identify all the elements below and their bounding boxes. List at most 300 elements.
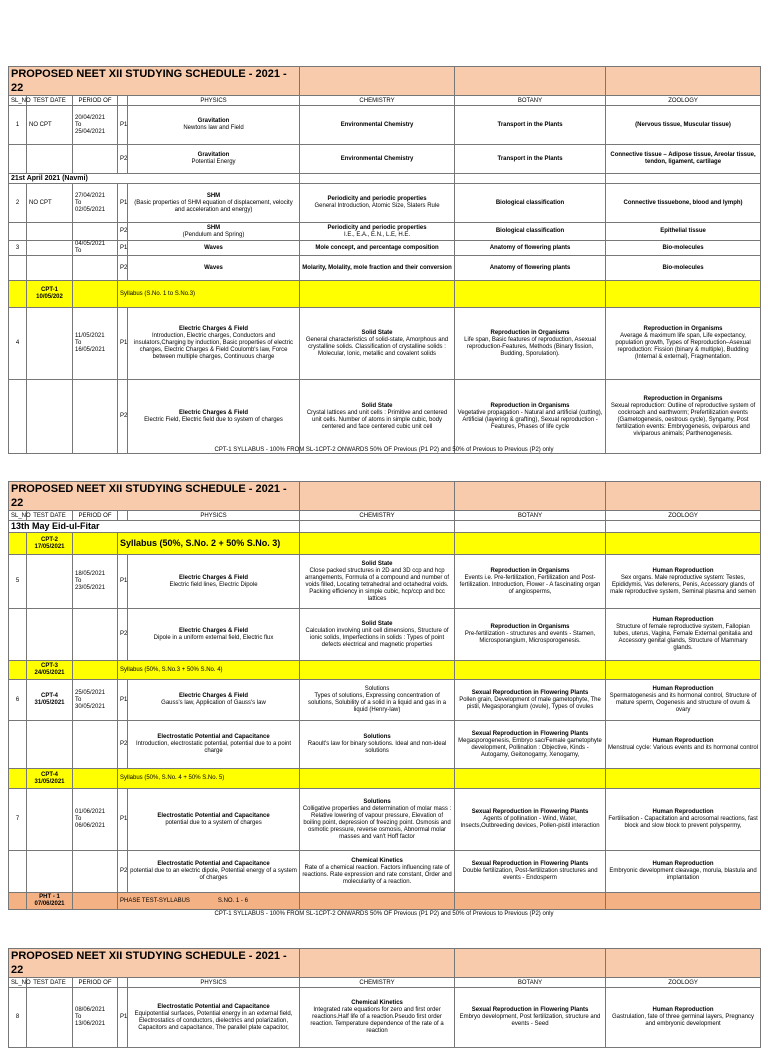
- botany-cell: Transport in the Plants: [455, 145, 606, 174]
- header-physics: PHYSICS: [128, 978, 300, 988]
- title-row: [9, 67, 761, 96]
- physics-cell: [128, 988, 300, 1048]
- topic-detail: General Introduction, Atomic Size, Slaters Rule: [314, 203, 440, 209]
- topic-title: Periodicity and periodic properties: [327, 224, 427, 231]
- topic-detail: Newtons law and Field: [183, 125, 244, 131]
- zoology-cell: Connective tissue – Adipose tissue, Areolar tissue, tendon, ligament, cartilage: [606, 145, 761, 174]
- chemistry-cell: [300, 223, 455, 241]
- empty-cell: [606, 893, 761, 910]
- syllabus-label: Syllabus (50%, S.No. 2 + 50% S.No. 3): [118, 533, 300, 555]
- sl-cell: 4: [9, 308, 27, 380]
- part-cell: P1: [118, 241, 128, 256]
- footnote: CPT-1 SYLLABUS - 100% FROM SL-1CPT-2 ONWARDS 50% OF Previous (P1 P2) and 50% of Previous to Previous (P2) only: [214, 911, 554, 917]
- test-row: [9, 281, 761, 308]
- title-cell: [300, 949, 455, 978]
- sl-cell: 7: [9, 789, 27, 851]
- topic-title: Sexual Reproduction in Flowering Plants: [471, 861, 589, 867]
- topic-detail: Double fertilization, Post-fertilization structures and events - Endosperm: [462, 868, 598, 881]
- topic-detail: Vegetative propagation - Natural and artificial (cutting), Artificial (layering & grafting), Sexual reproduction - Features, Phases of life cycle: [457, 409, 603, 430]
- botany-cell: [455, 721, 606, 769]
- botany-cell: [455, 308, 606, 380]
- empty-cell: [27, 851, 73, 893]
- header-row: [9, 511, 761, 521]
- zoology-cell: [606, 680, 761, 721]
- botany-cell: [455, 555, 606, 609]
- topic-detail: Electric Field, Electric field due to system of charges: [144, 416, 283, 423]
- botany-cell: Biological classification: [455, 223, 606, 241]
- table-row: [9, 555, 761, 609]
- zoology-cell: [606, 609, 761, 661]
- test-cell: PHT - 1 07/06/2021: [27, 893, 73, 910]
- botany-cell: [455, 680, 606, 721]
- topic-detail: Equipotential surfaces, Potential energy in an external field, Electrostatics of conductors, dielectrics and polarization, Capacitors and capacitance, The parallel plate capacitor,: [134, 1010, 293, 1031]
- part-cell: P1: [118, 988, 128, 1048]
- empty-cell: [9, 609, 27, 661]
- empty-cell: [606, 281, 761, 308]
- title-cell: [606, 949, 761, 978]
- empty-cell: [27, 256, 73, 281]
- test-row: [9, 661, 761, 680]
- topic-title: Human Reproduction: [652, 861, 714, 867]
- part-cell: P2: [118, 256, 128, 281]
- topic-detail: Gauss's law, Application of Gauss's law: [161, 700, 266, 706]
- empty-cell: [300, 533, 455, 555]
- header-sl: SL_NO: [9, 978, 27, 988]
- header-row: [9, 96, 761, 106]
- empty-cell: [27, 241, 73, 256]
- topic-title: Electric Charges & Field: [179, 693, 249, 699]
- empty-cell: [27, 308, 73, 380]
- topic-detail: Calculation involving unit cell dimensions, Structure of ionic solids, Imperfections in solids : Types of point defects electrical and magnetic properties: [305, 627, 449, 648]
- period-cell: 20/04/2021 To 25/04/2021: [73, 106, 118, 145]
- zoology-cell: Bio-molecules: [606, 256, 761, 281]
- topic-title: Reproduction in Organisms: [643, 395, 723, 402]
- topic-detail: Life span, Basic features of reproduction, Asexual reproduction-Features, Methods (Binary fission, Budding, Sporulation).: [464, 336, 596, 357]
- sl-cell: 8: [9, 988, 27, 1048]
- topic-title: Electric Charges & Field: [179, 627, 249, 634]
- schedule-table-3: [8, 948, 761, 1048]
- header-physics: PHYSICS: [128, 96, 300, 106]
- page-title: PROPOSED NEET XII STUDYING SCHEDULE - 2021 - 22: [9, 67, 300, 96]
- chemistry-cell: [300, 680, 455, 721]
- part-cell: P1: [118, 184, 128, 223]
- empty-cell: [9, 661, 27, 680]
- empty-cell: [300, 893, 455, 910]
- topic-detail: potential due to an electric dipole, Potential energy of a system of charges: [130, 868, 297, 881]
- schedule-table-2: [8, 481, 761, 910]
- header-row: [9, 978, 761, 988]
- holiday-label: 21st April 2021 (Navmi): [9, 174, 300, 184]
- topic-title: SHM: [206, 192, 221, 199]
- topic-detail: Introduction, Electric charges, Conductors and insulators,Charging by induction, Basic properties of electric charges, Electric Charges & Field Coulomb's law, Force between multiple charges, Continuous charge: [133, 333, 294, 360]
- topic-title: Gravitation: [197, 118, 230, 124]
- period-cell: 11/05/2021 To 16/05/2021: [73, 308, 118, 380]
- holiday-row: [9, 174, 761, 184]
- header-zoology: ZOOLOGY: [606, 511, 761, 521]
- empty-cell: [300, 661, 455, 680]
- test-cell: CPT-2 17/05/2021: [27, 533, 73, 555]
- physics-cell: [128, 851, 300, 893]
- zoology-cell: [606, 308, 761, 380]
- zoology-cell: [606, 789, 761, 851]
- topic-detail: Agents of pollination - Wind, Water, Insects,Outbreeding devices, Pollen-pistil interaction: [460, 816, 600, 829]
- topic-detail: Fertilisation - Capacitation and acrosomal reactions, fast block and slow block to prevent polyspermy,: [608, 816, 758, 829]
- test-cell: CPT-4 31/05/2021: [27, 769, 73, 789]
- header-p: [118, 978, 128, 988]
- period-cell: 27/04/2021 To 02/05/2021: [73, 184, 118, 223]
- part-cell: P2: [118, 380, 128, 454]
- title-cell: [606, 482, 761, 511]
- topic-title: Chemical Kinetics: [351, 1000, 403, 1006]
- empty-cell: [606, 661, 761, 680]
- physics-cell: [128, 680, 300, 721]
- header-sl: SL_NO: [9, 511, 27, 521]
- topic-detail: Dipole in a uniform external field, Electric flux: [153, 634, 274, 641]
- empty-cell: [27, 789, 73, 851]
- physics-cell: [128, 145, 300, 174]
- header-p: [118, 511, 128, 521]
- topic-detail: Menstrual cycle: Various events and its hormonal control: [608, 744, 759, 751]
- empty-cell: [9, 281, 27, 308]
- physics-cell: [128, 555, 300, 609]
- header-test-date: TEST DATE: [27, 96, 73, 106]
- chemistry-cell: [300, 308, 455, 380]
- table-row: [9, 680, 761, 721]
- zoology-cell: [606, 555, 761, 609]
- topic-detail: Colligative properties and determination of molar mass : Relative lowering of vapour pressure, Elevation of boiling point, depression of freezing point. Osmosis and osmotic pressure, reverse osmosis, Abnormal molar masses and van't Hoff factor: [302, 805, 452, 840]
- topic-title: Human Reproduction: [652, 809, 714, 815]
- syllabus-label: Syllabus (S.No. 1 to S.No.3): [118, 281, 300, 308]
- header-physics: PHYSICS: [128, 511, 300, 521]
- physics-cell: [128, 380, 300, 454]
- topic-title: Sexual Reproduction in Flowering Plants: [471, 689, 589, 696]
- chemistry-cell: [300, 555, 455, 609]
- header-period: PERIOD OF: [73, 511, 118, 521]
- test-row: [9, 533, 761, 555]
- empty-cell: [9, 769, 27, 789]
- physics-cell: [128, 106, 300, 145]
- topic-title: Electrostatic Potential and Capacitance: [157, 1003, 270, 1010]
- header-period: PERIOD OF: [73, 96, 118, 106]
- table-row: [9, 609, 761, 661]
- topic-detail: Integrated rate equations for zero and first order reactions.Half life of a reaction.Pseudo first order reaction. Temperature dependence of the rate of a reaction: [310, 1007, 444, 1034]
- topic-title: Electric Charges & Field: [179, 409, 249, 416]
- header-zoology: ZOOLOGY: [606, 96, 761, 106]
- empty-cell: [27, 988, 73, 1048]
- part-cell: P1: [118, 308, 128, 380]
- part-cell: P1: [118, 680, 128, 721]
- topic-detail: Embryo development, Post fertilization, structure and events - Seed: [459, 1014, 601, 1027]
- header-botany: BOTANY: [455, 978, 606, 988]
- empty-cell: [300, 521, 455, 533]
- empty-cell: [455, 281, 606, 308]
- empty-cell: [27, 609, 73, 661]
- title-cell: [300, 482, 455, 511]
- test-cell: CPT-3 24/05/2021: [27, 661, 73, 680]
- table-row: [9, 988, 761, 1048]
- chemistry-cell: [300, 609, 455, 661]
- syllabus-cell: [118, 893, 300, 910]
- title-cell: [300, 67, 455, 96]
- test-cell: CPT-4 31/05/2021: [27, 680, 73, 721]
- topic-detail: Spermatogenesis and its hormonal control, Structure of mature sperm, Oogenesis and structure of ovum & ovary: [609, 693, 757, 713]
- sl-cell: 3: [9, 241, 27, 256]
- chemistry-cell: [300, 184, 455, 223]
- period-cell: 18/05/2021 To 23/05/2021: [73, 555, 118, 609]
- title-row: [9, 482, 761, 511]
- topic-detail: Crystal lattices and unit cells : Primitive and centered unit cells. Number of atoms in simple cubic, body centered and face centered cubic unit cell: [306, 409, 448, 430]
- topic-detail: Introduction, electrostatic potential, potential due to a point charge: [135, 741, 292, 754]
- topic-title: SHM: [206, 224, 221, 231]
- empty-cell: [9, 223, 27, 241]
- topic-title: Reproduction in Organisms: [643, 326, 723, 332]
- topic-title: Human Reproduction: [652, 617, 714, 623]
- empty-cell: [73, 281, 118, 308]
- topic-detail: (Pendulum and Spring): [182, 231, 245, 238]
- empty-cell: [9, 893, 27, 910]
- topic-detail: Megasporogenesis, Embryo sac/Female gametophyte development, Pollination : Objective, Kinds - Autogamy, Geitonogamy, Xenogamy,: [458, 737, 602, 758]
- topic-detail: Potential Energy: [191, 159, 236, 165]
- empty-cell: [27, 721, 73, 769]
- header-chemistry: CHEMISTRY: [300, 978, 455, 988]
- topic-detail: Pollen grain, Development of male gametophyte, The pistil, Megasporangium (ovule), Types of ovules: [459, 696, 601, 710]
- topic-title: Solid State: [361, 329, 393, 336]
- topic-detail: Types of solutions, Expressing concentration of solutions, Solubility of a solid in a liquid and gas in a liquid (Henry-law): [307, 693, 447, 713]
- physics-cell: [128, 308, 300, 380]
- botany-cell: [455, 380, 606, 454]
- topic-title: Reproduction in Organisms: [490, 329, 570, 336]
- topic-title: Solutions: [364, 686, 390, 692]
- empty-cell: [27, 145, 73, 174]
- topic-title: Electrostatic Potential and Capacitance: [157, 734, 270, 740]
- topic-detail: General characteristics of solid-state, Amorphous and crystalline solids. Classification of crystalline solids : Molecular, Ionic, metallic and covalent solids: [305, 336, 449, 357]
- table-row: [9, 721, 761, 769]
- header-sl: SL_NO: [9, 96, 27, 106]
- test-cell: CPT-1 10/05/202: [27, 281, 73, 308]
- topic-title: Reproduction in Organisms: [490, 624, 570, 630]
- empty-cell: [455, 661, 606, 680]
- schedule-section-1: [8, 66, 760, 454]
- topic-detail: Events i.e. Pre-fertilization, Fertilization and Post-fertilization. Introduction, Flower - A fascinating organ of angiosperms,: [459, 574, 601, 595]
- topic-detail: Sexual reproduction: Outline of reproductive system of cockroach and earthworm; Prefertilization events (Gametogenesis, oestrous cycle), Syngamy, Post fertilization events: Embryogenesis, oviparous and viviparous animals; Parthenogenesis.: [610, 402, 756, 437]
- zoology-cell: (Nervous tissue, Muscular tissue): [606, 106, 761, 145]
- period-cell: 01/06/2021 To 06/06/2021: [73, 789, 118, 851]
- topic-detail: Electric field lines, Electric Dipole: [169, 581, 258, 588]
- holiday-row: [9, 521, 761, 533]
- title-cell: [455, 67, 606, 96]
- topic-title: Human Reproduction: [652, 686, 714, 692]
- part-cell: P2: [118, 721, 128, 769]
- header-p: [118, 96, 128, 106]
- empty-cell: [606, 533, 761, 555]
- empty-cell: [73, 609, 118, 661]
- zoology-cell: [606, 851, 761, 893]
- topic-detail: Average & maximum life span, Life expectancy, population growth, Types of Reproduction–Asexual reproduction: Fission (binary & multiple), Budding (Internal & external), Fragmentation.: [615, 333, 751, 360]
- topic-detail: Gastrulation, fate of three germinal layers, Pregnancy and embryonic development: [611, 1014, 755, 1027]
- empty-cell: [73, 721, 118, 769]
- test-row: [9, 769, 761, 789]
- header-test-date: TEST DATE: [27, 511, 73, 521]
- chemistry-cell: [300, 721, 455, 769]
- empty-cell: [27, 380, 73, 454]
- topic-title: Solid State: [361, 402, 393, 409]
- topic-title: Human Reproduction: [652, 567, 714, 574]
- topic-title: Electric Charges & Field: [179, 574, 249, 581]
- zoology-cell: [606, 380, 761, 454]
- syllabus-label: Syllabus (50%, S.No.3 + 50% S.No. 4): [118, 661, 300, 680]
- test-cell: NO CPT: [27, 106, 73, 145]
- physics-cell: [128, 223, 300, 241]
- topic-title: Gravitation: [197, 152, 230, 158]
- physics-cell: [128, 609, 300, 661]
- topic-title: Electric Charges & Field: [179, 326, 249, 332]
- empty-cell: [73, 145, 118, 174]
- zoology-cell: Bio-molecules: [606, 241, 761, 256]
- header-test-date: TEST DATE: [27, 978, 73, 988]
- syllabus-sno: S.NO. 1 - 6: [217, 897, 248, 904]
- empty-cell: [9, 851, 27, 893]
- period-cell: 04/05/2021 To: [73, 241, 118, 256]
- chemistry-cell: [300, 380, 455, 454]
- title-cell: [455, 949, 606, 978]
- empty-cell: [606, 174, 761, 184]
- topic-detail: Rate of a chemical reaction. Factors influencing rate of reactions. Rate expression and rate constant, Order and molecularity of a reaction.: [302, 864, 452, 885]
- zoology-cell: Connective tissuebone, blood and lymph): [606, 184, 761, 223]
- topic-detail: Sex organs. Male reproductive system: Testes, Epididymis, Vas deferens, Penis, Accessory glands of male reproductive system, Seminal plasma and semen: [610, 574, 756, 595]
- page-title: PROPOSED NEET XII STUDYING SCHEDULE - 2021 - 22: [9, 949, 300, 978]
- part-cell: P2: [118, 145, 128, 174]
- physics-cell: [128, 789, 300, 851]
- empty-cell: [73, 533, 118, 555]
- topic-title: Reproduction in Organisms: [490, 567, 570, 574]
- part-cell: P1: [118, 106, 128, 145]
- empty-cell: [73, 851, 118, 893]
- table-row: [9, 380, 761, 454]
- sl-cell: 5: [9, 555, 27, 609]
- footnote: CPT-1 SYLLABUS - 100% FROM SL-1CPT-2 ONWARDS 50% OF Previous (P1 P2) and 50% of Previous to Previous (P2) only: [214, 447, 554, 453]
- empty-cell: [9, 256, 27, 281]
- empty-cell: [455, 769, 606, 789]
- chemistry-cell: Environmental Chemistry: [300, 106, 455, 145]
- topic-title: Reproduction in Organisms: [490, 402, 570, 409]
- header-zoology: ZOOLOGY: [606, 978, 761, 988]
- part-cell: P2: [118, 223, 128, 241]
- table-row: [9, 241, 761, 256]
- physics-cell: Waves: [128, 241, 300, 256]
- empty-cell: [73, 769, 118, 789]
- part-cell: P2: [118, 851, 128, 893]
- botany-cell: [455, 609, 606, 661]
- empty-cell: [27, 223, 73, 241]
- table-row: [9, 308, 761, 380]
- topic-title: Solid State: [361, 560, 393, 567]
- botany-cell: [455, 988, 606, 1048]
- part-cell: P1: [118, 789, 128, 851]
- empty-cell: [73, 380, 118, 454]
- title-cell: [455, 482, 606, 511]
- table-row: [9, 256, 761, 281]
- table-row: [9, 145, 761, 174]
- title-row: [9, 949, 761, 978]
- header-chemistry: CHEMISTRY: [300, 96, 455, 106]
- schedule-table-1: [8, 66, 761, 454]
- botany-cell: Transport in the Plants: [455, 106, 606, 145]
- test-row: [9, 893, 761, 910]
- part-cell: P2: [118, 609, 128, 661]
- header-chemistry: CHEMISTRY: [300, 511, 455, 521]
- topic-title: Solid State: [361, 620, 393, 627]
- botany-cell: [455, 789, 606, 851]
- schedule-section-2: [8, 481, 760, 910]
- table-row: [9, 106, 761, 145]
- topic-title: Electrostatic Potential and Capacitance: [157, 861, 270, 867]
- title-cell: [606, 67, 761, 96]
- topic-title: Human Reproduction: [652, 737, 714, 744]
- syllabus-label: Syllabus (50%, S.No. 4 + 50% S.No. 5): [118, 769, 300, 789]
- test-cell: NO CPT: [27, 184, 73, 223]
- header-botany: BOTANY: [455, 511, 606, 521]
- topic-title: Sexual Reproduction in Flowering Plants: [471, 730, 589, 737]
- physics-cell: [128, 721, 300, 769]
- topic-detail: Pre-fertilization - structures and events - Stamen, Microsporangium, Microsporogenesis.: [464, 631, 596, 644]
- topic-title: Solutions: [363, 734, 391, 740]
- empty-cell: [455, 893, 606, 910]
- page-title: PROPOSED NEET XII STUDYING SCHEDULE - 2021 - 22: [9, 482, 300, 511]
- topic-title: Chemical Kinetics: [351, 857, 403, 864]
- part-cell: P1: [118, 555, 128, 609]
- empty-cell: [300, 174, 455, 184]
- topic-detail: (Basic properties of SHM equation of displacement, velocity and acceleration and energy): [134, 199, 293, 213]
- empty-cell: [455, 533, 606, 555]
- topic-detail: Embryonic development cleavage, morula, blastula and implantation: [609, 868, 757, 881]
- topic-detail: Structure of female reproductive system, Fallopian tubes, uterus, Vagina, Female External genitalia and Accessory genital glands, Structure of Mammary glands.: [613, 624, 753, 651]
- empty-cell: [300, 281, 455, 308]
- empty-cell: [455, 174, 606, 184]
- sl-cell: 1: [9, 106, 27, 145]
- empty-cell: [73, 256, 118, 281]
- holiday-label: 13th May Eid-ul-Fitar: [9, 521, 300, 533]
- empty-cell: [606, 521, 761, 533]
- topic-title: Sexual Reproduction in Flowering Plants: [471, 809, 589, 815]
- empty-cell: [73, 893, 118, 910]
- period-cell: 08/06/2021 To 13/06/2021: [73, 988, 118, 1048]
- chemistry-cell: [300, 988, 455, 1048]
- botany-cell: [455, 851, 606, 893]
- botany-cell: Anatomy of flowering plants: [455, 241, 606, 256]
- empty-cell: [73, 661, 118, 680]
- chemistry-cell: Environmental Chemistry: [300, 145, 455, 174]
- topic-title: Human Reproduction: [652, 1007, 714, 1013]
- empty-cell: [73, 223, 118, 241]
- topic-title: Solutions: [363, 798, 391, 805]
- schedule-section-3: [8, 948, 760, 1048]
- empty-cell: [27, 555, 73, 609]
- empty-cell: [9, 145, 27, 174]
- chemistry-cell: Mole concept, and percentage composition: [300, 241, 455, 256]
- table-row: [9, 851, 761, 893]
- topic-detail: Close packed structures in 2D and 3D ccp and hcp arrangements, Formula of a compound and number of voids filled, Locating tetrahedral and octahedral voids. Packing efficiency in simple cubic, hcp/ccp and bcc lattices: [304, 567, 450, 602]
- zoology-cell: Epithelial tissue: [606, 223, 761, 241]
- sl-cell: 2: [9, 184, 27, 223]
- topic-detail: I.E., E.A., E.N., L.E, H.E.: [344, 231, 411, 238]
- topic-title: Periodicity and periodic properties: [327, 196, 427, 202]
- empty-cell: [9, 721, 27, 769]
- zoology-cell: [606, 988, 761, 1048]
- botany-cell: Anatomy of flowering plants: [455, 256, 606, 281]
- topic-title: Sexual Reproduction in Flowering Plants: [471, 1007, 589, 1013]
- zoology-cell: [606, 721, 761, 769]
- table-row: [9, 184, 761, 223]
